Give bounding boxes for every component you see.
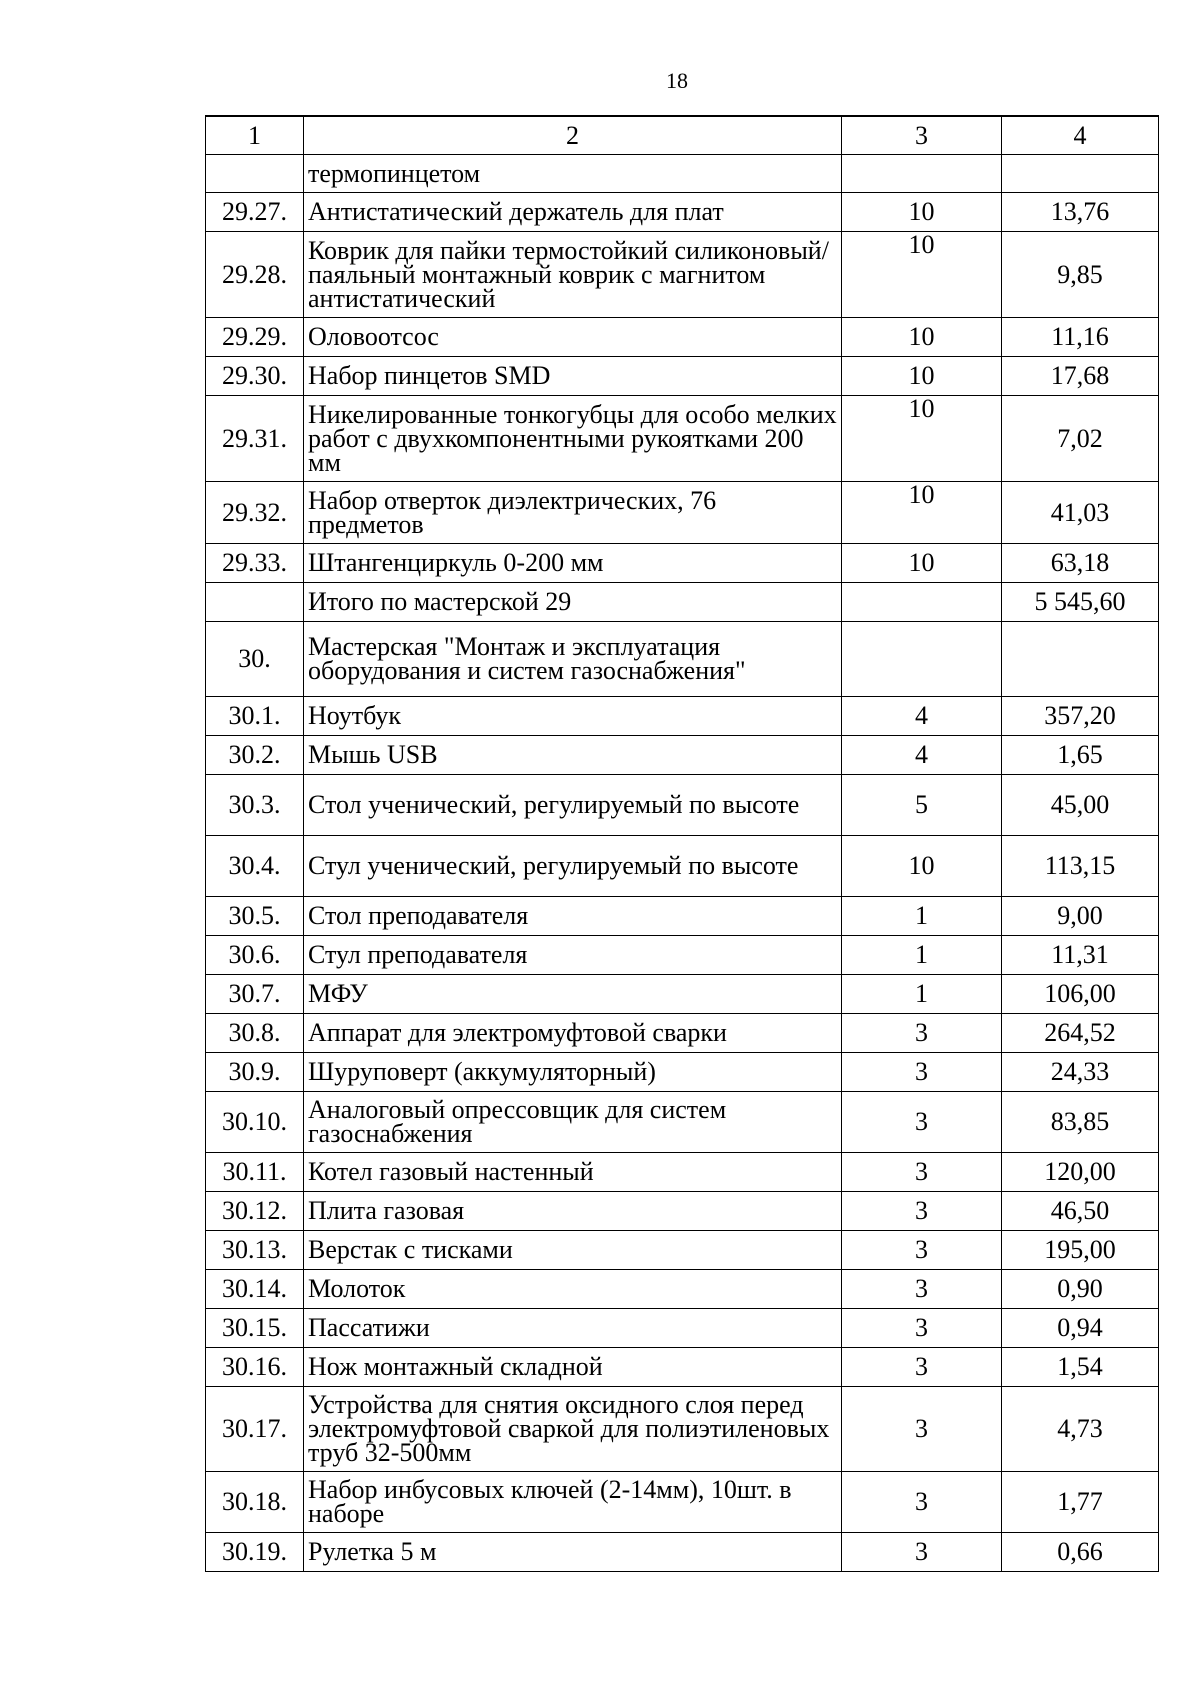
- row-number-cell: 30.4.: [206, 836, 304, 897]
- quantity-cell: 10: [842, 193, 1002, 232]
- item-name-cell: Мастерская "Монтаж и эксплуатация оборудования и систем газоснабжения": [304, 622, 842, 697]
- table-row: [206, 1014, 1159, 1053]
- row-number-cell: 30.15.: [206, 1309, 304, 1348]
- row-number-cell: [206, 155, 304, 193]
- item-name-cell: МФУ: [304, 975, 842, 1014]
- table-header-row: [206, 116, 1159, 155]
- header-cell-col-4: 4: [1002, 116, 1159, 155]
- table-row: [206, 318, 1159, 357]
- row-number-cell: 30.17.: [206, 1387, 304, 1472]
- price-cell: 1,77: [1002, 1472, 1159, 1533]
- row-number-cell: 29.32.: [206, 482, 304, 544]
- table-row: [206, 1387, 1159, 1472]
- row-number-cell: 30.13.: [206, 1231, 304, 1270]
- row-number-cell: 30.19.: [206, 1533, 304, 1572]
- price-cell: 9,85: [1002, 232, 1159, 318]
- row-number-cell: 30.3.: [206, 775, 304, 836]
- item-name-cell: Итого по мастерской 29: [304, 583, 842, 622]
- item-name-cell: Антистатический держатель для плат: [304, 193, 842, 232]
- row-number-cell: 29.29.: [206, 318, 304, 357]
- row-number-cell: 29.33.: [206, 544, 304, 583]
- quantity-cell: 10: [842, 396, 1002, 482]
- row-number-cell: 30.16.: [206, 1348, 304, 1387]
- price-cell: 113,15: [1002, 836, 1159, 897]
- row-number-cell: 30.6.: [206, 936, 304, 975]
- table-row: [206, 232, 1159, 318]
- table-row: [206, 193, 1159, 232]
- item-name-cell: Стул ученический, регулируемый по высоте: [304, 836, 842, 897]
- row-number-cell: 30.2.: [206, 736, 304, 775]
- row-number-cell: 30.18.: [206, 1472, 304, 1533]
- item-name-cell: Набор отверток диэлектрических, 76 предметов: [304, 482, 842, 544]
- table-row: [206, 622, 1159, 697]
- price-cell: 46,50: [1002, 1192, 1159, 1231]
- quantity-cell: 3: [842, 1192, 1002, 1231]
- item-name-cell: Штангенциркуль 0-200 мм: [304, 544, 842, 583]
- quantity-cell: [842, 622, 1002, 697]
- price-cell: 1,65: [1002, 736, 1159, 775]
- quantity-cell: [842, 155, 1002, 193]
- quantity-cell: 5: [842, 775, 1002, 836]
- row-number-cell: 29.27.: [206, 193, 304, 232]
- row-number-cell: 30.7.: [206, 975, 304, 1014]
- table-row: [206, 1348, 1159, 1387]
- quantity-cell: 10: [842, 836, 1002, 897]
- quantity-cell: 4: [842, 697, 1002, 736]
- price-cell: 41,03: [1002, 482, 1159, 544]
- table-body: [206, 116, 1159, 1572]
- table-row: [206, 1472, 1159, 1533]
- quantity-cell: 10: [842, 544, 1002, 583]
- table-row: [206, 1153, 1159, 1192]
- row-number-cell: [206, 583, 304, 622]
- item-name-cell: Котел газовый настенный: [304, 1153, 842, 1192]
- price-cell: 195,00: [1002, 1231, 1159, 1270]
- quantity-cell: 3: [842, 1153, 1002, 1192]
- price-cell: 106,00: [1002, 975, 1159, 1014]
- quantity-cell: 3: [842, 1014, 1002, 1053]
- price-cell: 63,18: [1002, 544, 1159, 583]
- item-name-cell: Аппарат для электромуфтовой сварки: [304, 1014, 842, 1053]
- item-name-cell: Никелированные тонкогубцы для особо мелких работ с двухкомпонентными рукоятками 200 мм: [304, 396, 842, 482]
- price-cell: 83,85: [1002, 1092, 1159, 1153]
- table-row: [206, 775, 1159, 836]
- price-cell: 4,73: [1002, 1387, 1159, 1472]
- price-cell: 1,54: [1002, 1348, 1159, 1387]
- row-number-cell: 30.9.: [206, 1053, 304, 1092]
- item-name-cell: Верстак с тисками: [304, 1231, 842, 1270]
- quantity-cell: 4: [842, 736, 1002, 775]
- quantity-cell: 10: [842, 482, 1002, 544]
- quantity-cell: 3: [842, 1387, 1002, 1472]
- quantity-cell: 3: [842, 1231, 1002, 1270]
- row-number-cell: 30.: [206, 622, 304, 697]
- row-number-cell: 30.8.: [206, 1014, 304, 1053]
- table-row: [206, 975, 1159, 1014]
- price-cell: 24,33: [1002, 1053, 1159, 1092]
- quantity-cell: 3: [842, 1053, 1002, 1092]
- item-name-cell: Коврик для пайки термостойкий силиконовый/паяльный монтажный коврик с магнитом антистатический: [304, 232, 842, 318]
- table-row: [206, 1192, 1159, 1231]
- row-number-cell: 30.11.: [206, 1153, 304, 1192]
- header-cell-col-2: 2: [304, 116, 842, 155]
- table-row: [206, 936, 1159, 975]
- item-name-cell: Пассатижи: [304, 1309, 842, 1348]
- item-name-cell: Устройства для снятия оксидного слоя перед электромуфтовой сваркой для полиэтиленовых труб 32-500мм: [304, 1387, 842, 1472]
- quantity-cell: 10: [842, 357, 1002, 396]
- table-row: [206, 544, 1159, 583]
- item-name-cell: Стол ученический, регулируемый по высоте: [304, 775, 842, 836]
- table-row: [206, 482, 1159, 544]
- table-row: [206, 1092, 1159, 1153]
- quantity-cell: 3: [842, 1092, 1002, 1153]
- quantity-cell: 10: [842, 318, 1002, 357]
- page-number: 18: [666, 68, 688, 93]
- row-number-cell: 30.5.: [206, 897, 304, 936]
- price-cell: [1002, 155, 1159, 193]
- price-cell: 0,66: [1002, 1533, 1159, 1572]
- header-cell-col-3: 3: [842, 116, 1002, 155]
- table-row: [206, 1053, 1159, 1092]
- quantity-cell: 1: [842, 897, 1002, 936]
- row-number-cell: 29.30.: [206, 357, 304, 396]
- quantity-cell: 3: [842, 1533, 1002, 1572]
- price-cell: 120,00: [1002, 1153, 1159, 1192]
- price-cell: 357,20: [1002, 697, 1159, 736]
- item-name-cell: Молоток: [304, 1270, 842, 1309]
- row-number-cell: 30.10.: [206, 1092, 304, 1153]
- price-cell: [1002, 622, 1159, 697]
- item-name-cell: Нож монтажный складной: [304, 1348, 842, 1387]
- quantity-cell: 1: [842, 936, 1002, 975]
- item-name-cell: Набор пинцетов SMD: [304, 357, 842, 396]
- row-number-cell: 29.28.: [206, 232, 304, 318]
- price-cell: 7,02: [1002, 396, 1159, 482]
- table-row: [206, 897, 1159, 936]
- item-name-cell: Рулетка 5 м: [304, 1533, 842, 1572]
- table-row: [206, 736, 1159, 775]
- table-row: [206, 1533, 1159, 1572]
- table-row: [206, 1231, 1159, 1270]
- quantity-cell: 3: [842, 1348, 1002, 1387]
- quantity-cell: 3: [842, 1472, 1002, 1533]
- price-cell: 17,68: [1002, 357, 1159, 396]
- item-name-cell: Плита газовая: [304, 1192, 842, 1231]
- price-cell: 5 545,60: [1002, 583, 1159, 622]
- price-cell: 0,90: [1002, 1270, 1159, 1309]
- item-name-cell: Оловоотсос: [304, 318, 842, 357]
- row-number-cell: 30.14.: [206, 1270, 304, 1309]
- price-cell: 45,00: [1002, 775, 1159, 836]
- table-row: [206, 357, 1159, 396]
- table-row: [206, 155, 1159, 193]
- price-cell: 264,52: [1002, 1014, 1159, 1053]
- item-name-cell: Набор инбусовых ключей (2-14мм), 10шт. в наборе: [304, 1472, 842, 1533]
- item-name-cell: Шуруповерт (аккумуляторный): [304, 1053, 842, 1092]
- header-cell-col-1: 1: [206, 116, 304, 155]
- item-name-cell: Аналоговый опрессовщик для систем газоснабжения: [304, 1092, 842, 1153]
- price-cell: 11,16: [1002, 318, 1159, 357]
- row-number-cell: 30.12.: [206, 1192, 304, 1231]
- row-number-cell: 29.31.: [206, 396, 304, 482]
- equipment-table: [205, 115, 1159, 1572]
- item-name-cell: Ноутбук: [304, 697, 842, 736]
- table-row: [206, 396, 1159, 482]
- price-cell: 0,94: [1002, 1309, 1159, 1348]
- table-row: [206, 697, 1159, 736]
- price-cell: 9,00: [1002, 897, 1159, 936]
- price-cell: 11,31: [1002, 936, 1159, 975]
- table-row: [206, 1270, 1159, 1309]
- price-cell: 13,76: [1002, 193, 1159, 232]
- table-row: [206, 836, 1159, 897]
- quantity-cell: 3: [842, 1270, 1002, 1309]
- table-row: [206, 583, 1159, 622]
- quantity-cell: [842, 583, 1002, 622]
- quantity-cell: 1: [842, 975, 1002, 1014]
- quantity-cell: 3: [842, 1309, 1002, 1348]
- row-number-cell: 30.1.: [206, 697, 304, 736]
- item-name-cell: Стол преподавателя: [304, 897, 842, 936]
- quantity-cell: 10: [842, 232, 1002, 318]
- item-name-cell: Мышь USB: [304, 736, 842, 775]
- table-row: [206, 1309, 1159, 1348]
- item-name-cell: Стул преподавателя: [304, 936, 842, 975]
- item-name-cell: термопинцетом: [304, 155, 842, 193]
